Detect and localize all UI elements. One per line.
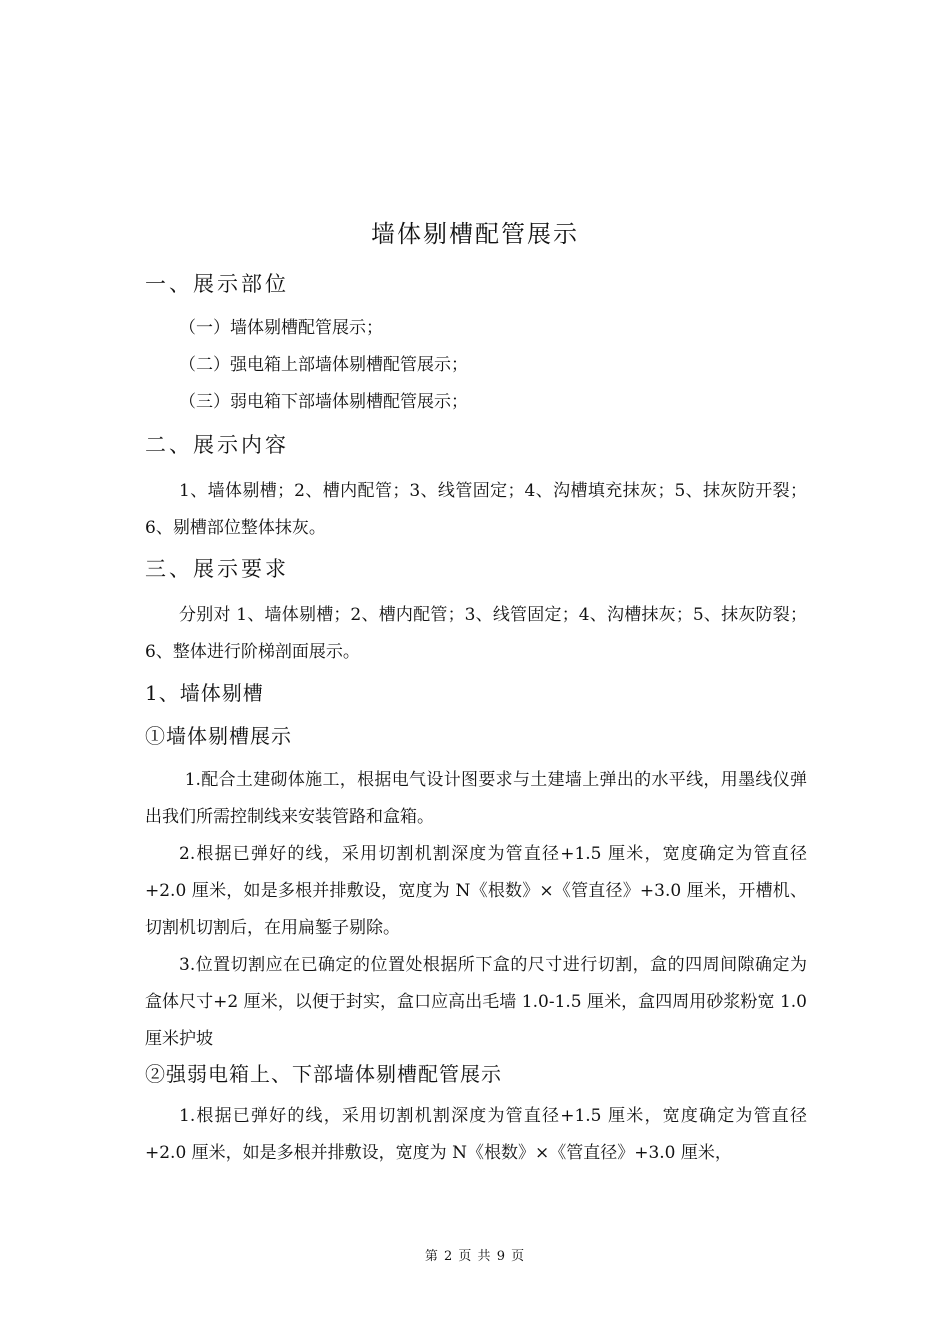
list-item: （一）墙体剔槽配管展示； (179, 318, 383, 338)
page-number-footer: 第 2 页 共 9 页 (424, 1249, 526, 1264)
section-heading-display-content: 二、展示内容 (145, 433, 289, 457)
subsection-heading-electric-box-grooving: ②强弱电箱上、下部墙体剔槽配管展示 (145, 1062, 502, 1086)
list-item: （三）弱电箱下部墙体剔槽配管展示； (179, 392, 468, 412)
subsection-heading-wall-grooving-display: ①墙体剔槽展示 (145, 724, 292, 748)
section-heading-display-requirements: 三、展示要求 (145, 557, 289, 581)
paragraph: 2.根据已弹好的线，采用切割机割深度为管直径+1.5 厘米，宽度确定为管直径+2.0 厘米，如是多根并排敷设，宽度为 N《根数》×《管直径》+3.0 厘米，开槽机、切割机切割后，在用扁錾子剔除。 (145, 844, 807, 938)
document-title: 墙体剔槽配管展示 (371, 220, 579, 248)
paragraph: 1.根据已弹好的线，采用切割机割深度为管直径+1.5 厘米，宽度确定为管直径+2.0 厘米，如是多根并排敷设，宽度为 N《根数》×《管直径》+3.0 厘米， (145, 1106, 807, 1163)
paragraph-display-requirements: 分别对 1、墙体剔槽；2、槽内配管；3、线管固定；4、沟槽抹灰；5、抹灰防裂；6、整体进行阶梯剖面展示。 (145, 605, 807, 662)
section-heading-display-location: 一、展示部位 (145, 272, 289, 296)
paragraph: 3.位置切割应在已确定的位置处根据所下盒的尺寸进行切割，盒的四周间隙确定为盒体尺寸+2 厘米，以便于封实，盒口应高出毛墙 1.0-1.5 厘米，盒四周用砂浆粉宽 1.0 厘米护坡 (145, 955, 807, 1049)
subsection-heading-wall-grooving: 1、墙体剔槽 (145, 681, 264, 705)
list-item: （二）强电箱上部墙体剔槽配管展示； (179, 355, 468, 375)
paragraph-display-content: 1、墙体剔槽；2、槽内配管；3、线管固定；4、沟槽填充抹灰；5、抹灰防开裂；6、剔槽部位整体抹灰。 (145, 481, 807, 538)
document-body (145, 268, 807, 1172)
paragraph: 1.配合土建砌体施工，根据电气设计图要求与土建墙上弹出的水平线，用墨线仪弹出我们所需控制线来安装管路和盒箱。 (145, 770, 808, 827)
